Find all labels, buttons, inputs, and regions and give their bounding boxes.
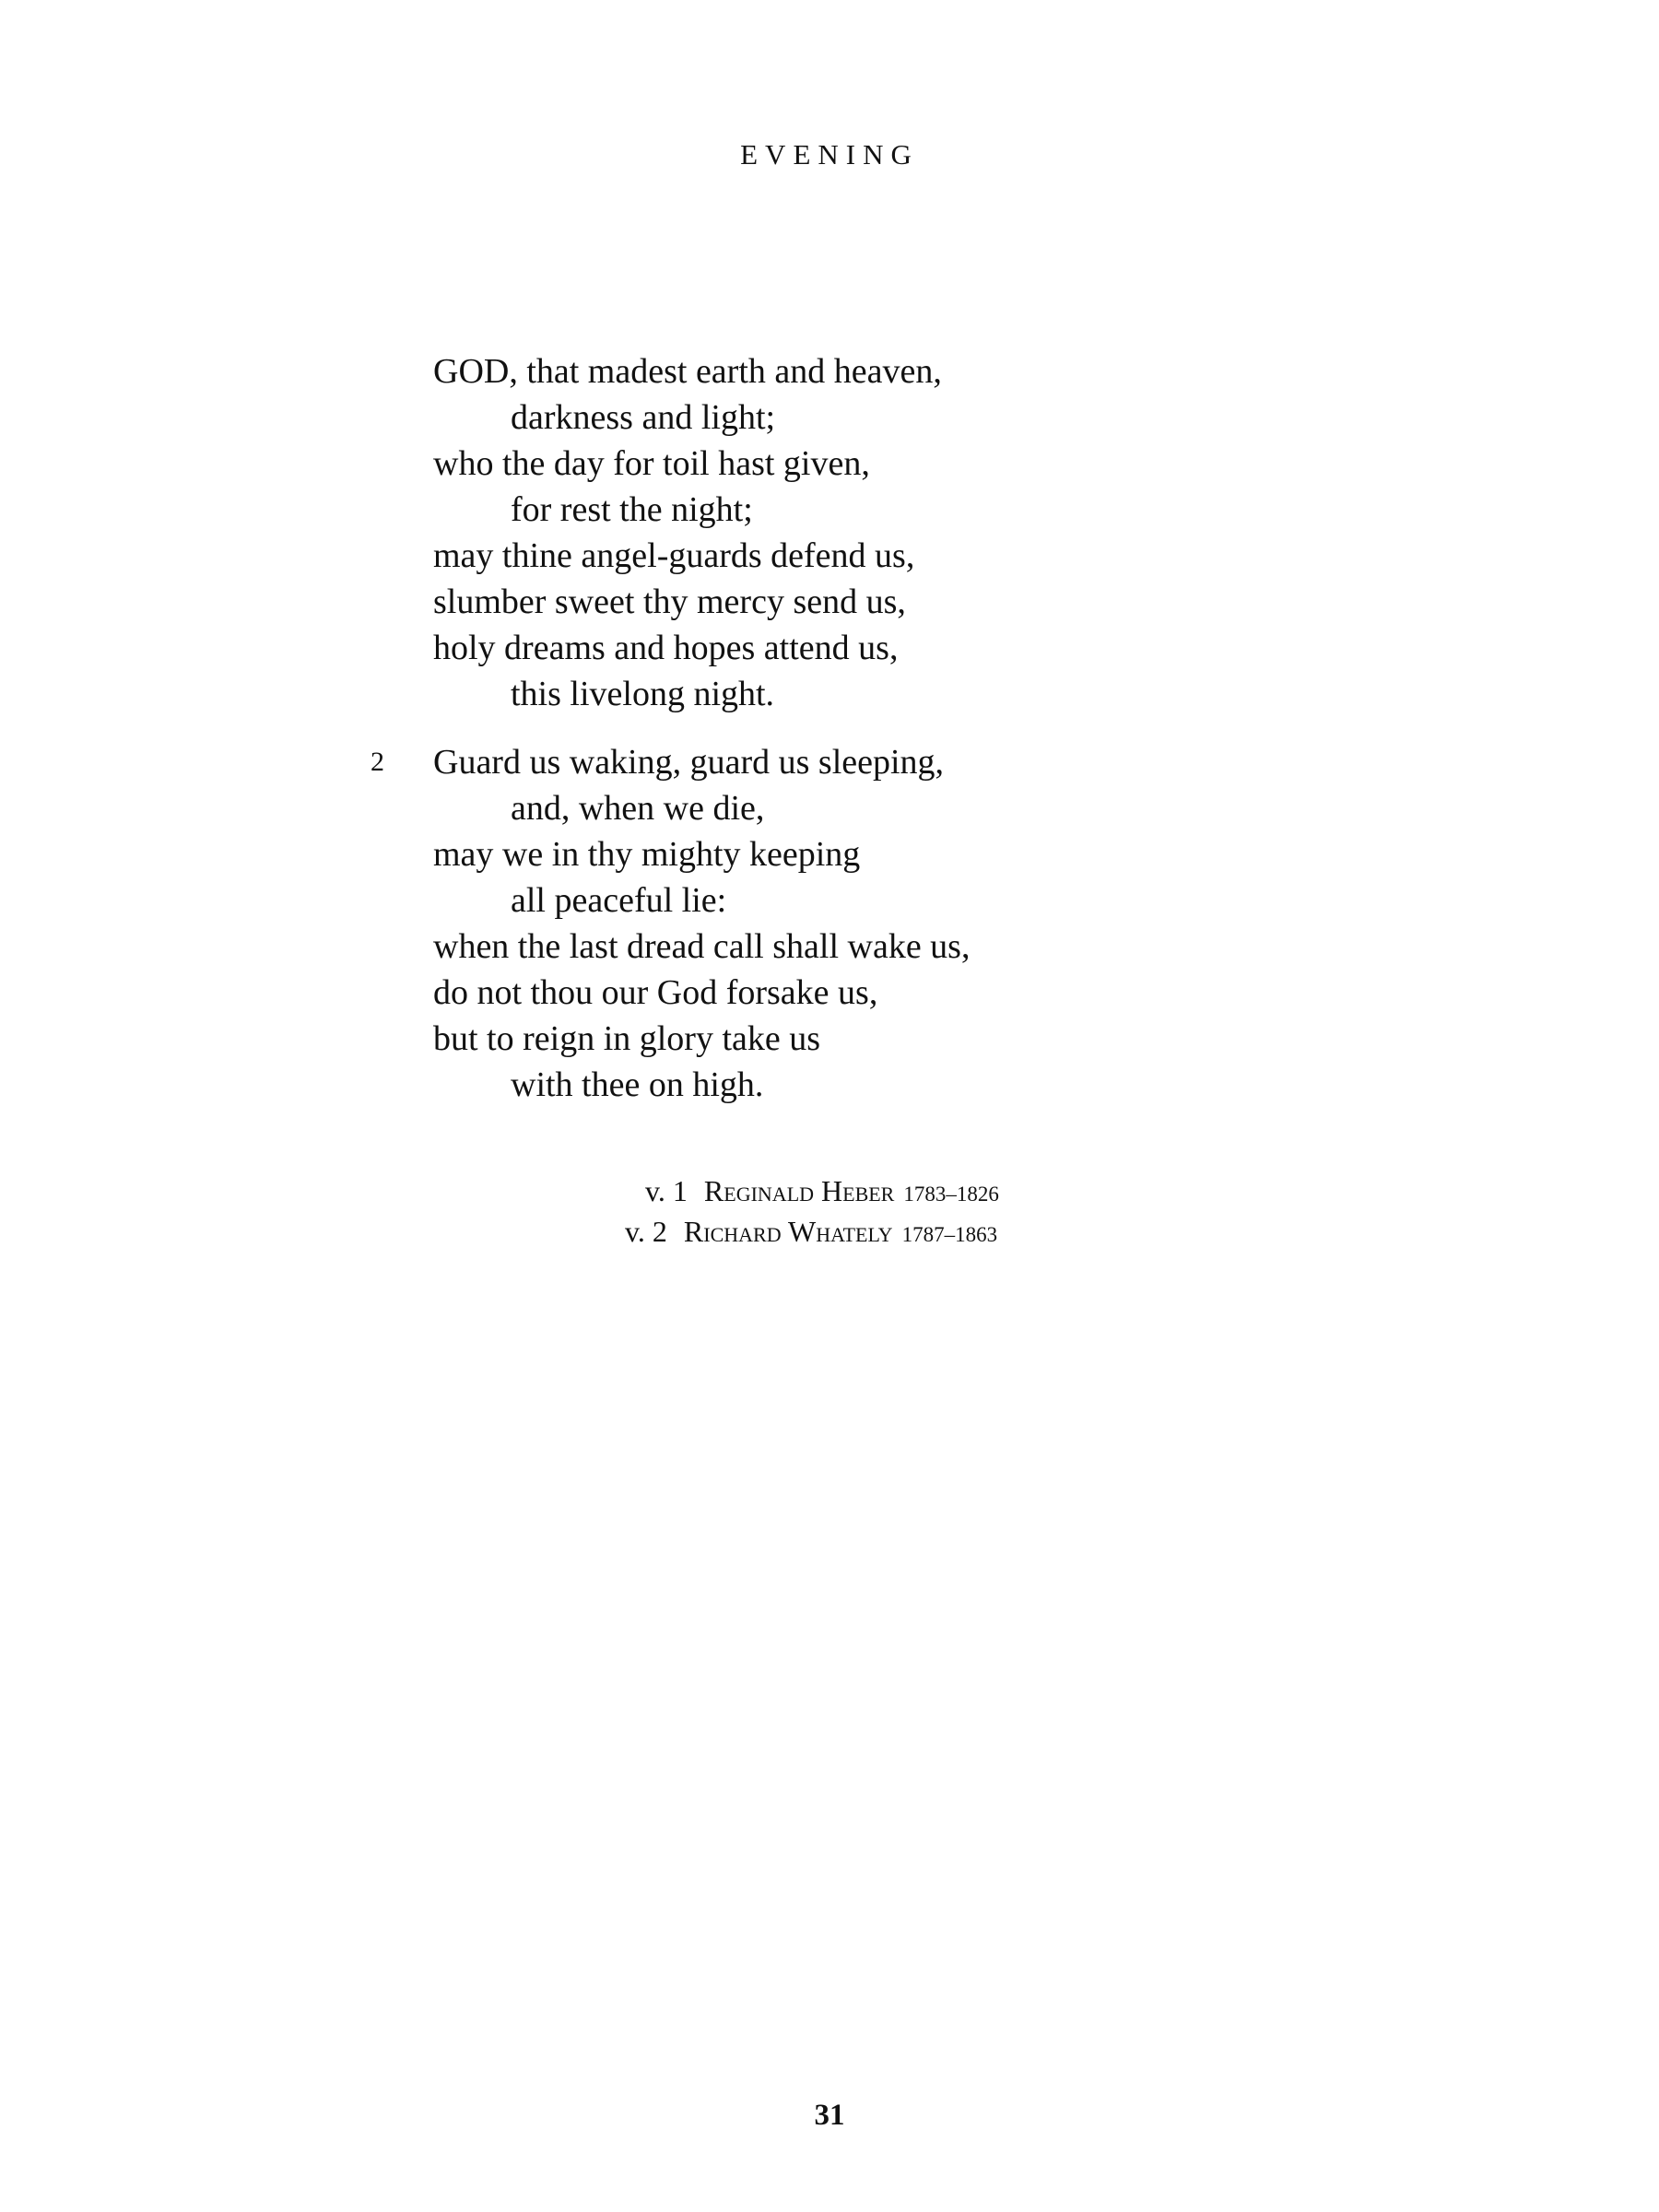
verse-line: slumber sweet thy mercy send us,	[433, 582, 906, 621]
verse-line: with thee on high.	[511, 1065, 764, 1104]
verse-1	[0, 348, 1659, 717]
verse-line: and, when we die,	[511, 789, 765, 828]
hymn-text	[0, 348, 1659, 1130]
attribution-verse-ref: v. 2	[625, 1215, 667, 1248]
author-name: Richard Whately	[683, 1215, 893, 1248]
verse-line: may thine angel-guards defend us,	[433, 536, 915, 575]
verse-line: all peaceful lie:	[511, 881, 727, 920]
verse-line: holy dreams and hopes attend us,	[433, 629, 899, 667]
verse-line: may we in thy mighty keeping	[433, 835, 861, 874]
running-head: EVENING	[740, 138, 919, 171]
author-name: Reginald Heber	[703, 1174, 895, 1207]
attribution-verse-1	[0, 1172, 1659, 1213]
verse-line: do not thou our God forsake us,	[433, 973, 878, 1012]
verse-line: when the last dread call shall wake us,	[433, 927, 971, 966]
attributions	[0, 1172, 1659, 1253]
author-dates: 1787–1863	[901, 1223, 998, 1246]
verse-line: this livelong night.	[511, 675, 775, 713]
verse-line: darkness and light;	[511, 398, 776, 437]
author-dates: 1783–1826	[903, 1182, 999, 1206]
verse-line: but to reign in glory take us	[433, 1019, 821, 1058]
verse-number: 2	[371, 747, 384, 777]
verse-line: for rest the night;	[511, 490, 753, 529]
attribution-verse-ref: v. 1	[645, 1174, 688, 1207]
page-number: 31	[814, 2099, 845, 2132]
verse-line: GOD, that madest earth and heaven,	[433, 352, 942, 391]
verse-line: Guard us waking, guard us sleeping,	[433, 743, 945, 782]
attribution-verse-2	[0, 1213, 1659, 1253]
verse-line: who the day for toil hast given,	[433, 444, 870, 483]
verse-2	[0, 739, 1659, 1108]
